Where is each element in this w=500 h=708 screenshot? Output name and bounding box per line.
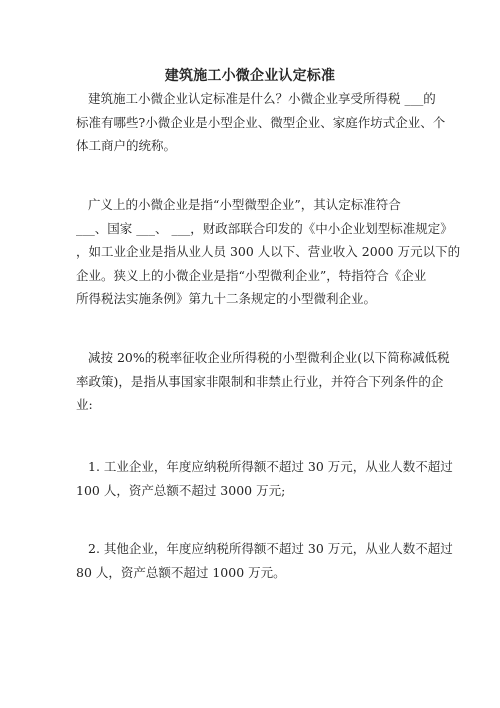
paragraph-condition-industrial [76,455,453,502]
paragraph-line: 标准有哪些?小微企业是小型企业、微型企业、家庭作坊式企业、个 [76,114,446,130]
paragraph-tax-rate-policy [76,346,450,417]
paragraph-line: ___、国家 ___、 ___，财政部联合印发的《中小企业划型标准规定》 [76,220,453,236]
paragraph-line: 广义上的小微企业是指“小型微型企业”，其认定标准符合 [88,197,401,212]
paragraph-line: 100 人，资产总额不超过 3000 万元; [76,482,286,498]
paragraph-line: 体工商户的统称。 [76,138,177,153]
paragraph-line: 业: [76,397,93,412]
paragraph-line: 所得税法实施条例》第九十二条规定的小型微利企业。 [76,291,377,306]
paragraph-definition [76,87,446,158]
paragraph-line: 1. 工业企业，年度应纳税所得额不超过 30 万元，从业人数不超过 [88,459,453,474]
paragraph-line: 建筑施工小微企业认定标准是什么？小微企业享受所得税 ___的 [88,91,436,106]
paragraph-line: 减按 20%的税率征收企业所得税的小型微利企业(以下简称减低税 [88,350,450,365]
document-title: 建筑施工小微企业认定标准 [164,68,336,84]
paragraph-line: 80 人，资产总额不超过 1000 万元。 [76,564,286,580]
paragraph-line: 企业。狭义上的小微企业是指“小型微利企业”，特指符合《企业 [76,267,427,283]
paragraph-condition-other [76,537,453,584]
paragraph-line: 2. 其他企业，年度应纳税所得额不超过 30 万元，从业人数不超过 [88,541,453,556]
paragraph-broad-narrow-definition [76,193,461,311]
paragraph-line: 率政策)，是指从事国家非限制和非禁止行业，并符合下列条件的企 [76,373,444,389]
paragraph-line: ，如工业企业是指从业人员 300 人以下、营业收入 2000 万元以下的 [76,244,461,259]
